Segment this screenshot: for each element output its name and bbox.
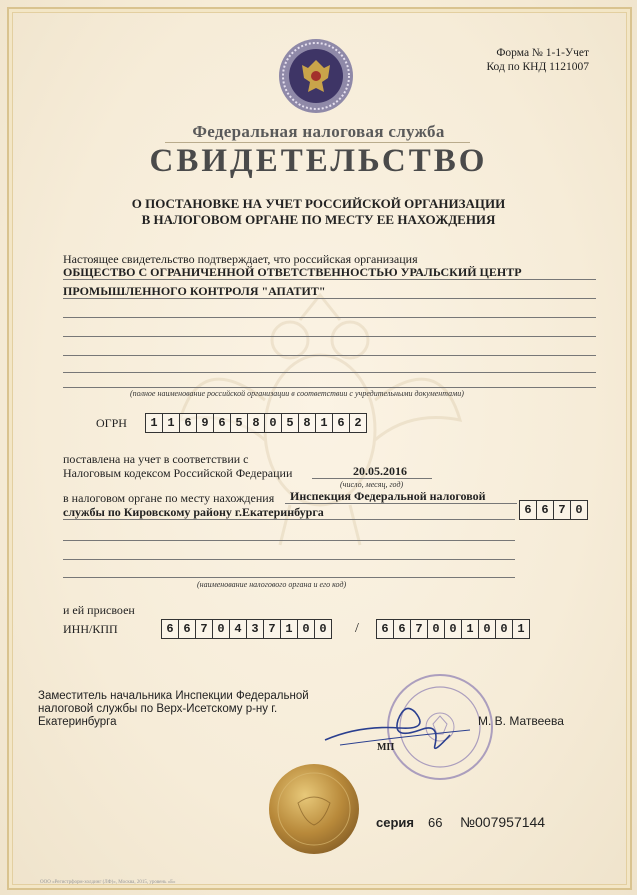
org-intro: Настоящее свидетельство подтверждает, что российская организация — [63, 252, 418, 266]
registration-line-1: поставлена на учет в соответствии с — [63, 452, 249, 466]
signatory-line: Екатеринбурга — [38, 716, 117, 728]
inn-kpp-separator: / — [355, 621, 359, 636]
ogrn-digit: 5 — [230, 413, 248, 433]
field-underline — [63, 355, 596, 356]
ogrn-digit: 6 — [213, 413, 231, 433]
ogrn-digit: 5 — [281, 413, 299, 433]
kpp-digit: 6 — [393, 619, 411, 639]
ogrn-digit: 6 — [332, 413, 350, 433]
inn-digits — [162, 619, 332, 639]
knd-code: Код по КНД 1121007 — [486, 61, 589, 73]
organ-code-digit: 7 — [553, 500, 571, 520]
field-underline — [63, 559, 515, 560]
kpp-digit: 6 — [376, 619, 394, 639]
ogrn-digit: 9 — [196, 413, 214, 433]
fns-emblem-icon — [278, 38, 354, 114]
inn-digit: 7 — [263, 619, 281, 639]
document-title: СВИДЕТЕЛЬСТВО — [149, 143, 488, 179]
mp-mark: МП — [377, 742, 395, 753]
ogrn-label: ОГРН — [96, 416, 127, 430]
signatory-line: налоговой службы по Верх-Исетскому р-ну г. — [38, 703, 278, 715]
field-underline — [63, 336, 596, 337]
org-name-line-2: ПРОМЫШЛЕННОГО КОНТРОЛЯ "АПАТИТ" — [63, 284, 326, 298]
registration-line-2: Налоговым кодексом Российской Федерации — [63, 466, 293, 480]
assigned-label: и ей присвоен — [63, 603, 135, 617]
inn-digit: 6 — [161, 619, 179, 639]
kpp-digit: 0 — [444, 619, 462, 639]
kpp-digit: 1 — [461, 619, 479, 639]
service-name: Федеральная налоговая служба — [192, 122, 445, 141]
ogrn-digit: 1 — [145, 413, 163, 433]
field-underline — [63, 279, 596, 280]
inn-digit: 4 — [229, 619, 247, 639]
field-underline — [63, 372, 596, 373]
ogrn-digit: 0 — [264, 413, 282, 433]
inn-digit: 6 — [178, 619, 196, 639]
organ-code-digit: 0 — [570, 500, 588, 520]
org-name-caption: (полное наименование российской организации в соответствии с учредительными документами) — [130, 389, 464, 398]
ogrn-digit: 6 — [179, 413, 197, 433]
signatory-line: Заместитель начальника Инспекции Федеральной — [38, 690, 309, 702]
field-underline — [63, 540, 515, 541]
inn-digit: 0 — [314, 619, 332, 639]
registration-date: 20.05.2016 — [353, 464, 407, 478]
inn-digit: 0 — [297, 619, 315, 639]
signatory-name: М. В. Матвеева — [478, 714, 564, 728]
inn-digit: 0 — [212, 619, 230, 639]
ogrn-digits — [146, 413, 367, 433]
form-number: Форма № 1-1-Учет — [496, 47, 589, 59]
series-label: серия — [376, 815, 414, 830]
tax-organ-caption: (наименование налогового органа и его код) — [197, 580, 347, 589]
ogrn-digit: 1 — [162, 413, 180, 433]
kpp-digit: 1 — [512, 619, 530, 639]
tax-organ-label: в налоговом органе по месту нахождения — [63, 491, 275, 505]
document-subtitle — [0, 196, 637, 228]
inn-digit: 3 — [246, 619, 264, 639]
tax-organ-line-2: службы по Кировскому району г.Екатеринбурга — [63, 505, 324, 519]
certificate-number: №007957144 — [460, 814, 546, 830]
kpp-digit: 0 — [427, 619, 445, 639]
ogrn-digit: 1 — [315, 413, 333, 433]
org-name-line-1: ОБЩЕСТВО С ОГРАНИЧЕННОЙ ОТВЕТСТВЕННОСТЬЮ УРАЛЬСКИЙ ЦЕНТР — [63, 265, 522, 279]
ogrn-digit: 8 — [247, 413, 265, 433]
field-underline — [63, 298, 596, 299]
form-info — [486, 46, 589, 74]
kpp-digit: 7 — [410, 619, 428, 639]
ogrn-digit: 2 — [349, 413, 367, 433]
ogrn-digit: 8 — [298, 413, 316, 433]
inn-kpp-label: ИНН/КПП — [63, 622, 118, 636]
series-value: 66 — [428, 815, 443, 830]
field-underline — [63, 387, 596, 388]
organ-code-digit: 6 — [519, 500, 537, 520]
date-underline — [312, 478, 432, 479]
field-underline — [63, 577, 515, 578]
kpp-digit: 0 — [495, 619, 513, 639]
inn-digit: 1 — [280, 619, 298, 639]
kpp-digit: 0 — [478, 619, 496, 639]
field-underline — [285, 503, 517, 504]
tax-organ-line-1: Инспекция Федеральной налоговой — [290, 489, 486, 503]
organ-code-digit: 6 — [536, 500, 554, 520]
date-caption: (число, месяц, год) — [340, 480, 404, 489]
signature-icon — [320, 700, 480, 760]
field-underline — [63, 317, 596, 318]
signatory-title — [38, 690, 309, 729]
tax-organ-code — [520, 500, 588, 520]
inn-digit: 7 — [195, 619, 213, 639]
printer-footer: ООО «Регистрформ-холдинг (ЛФ)», Москва, 2015, уровень «Б» — [40, 880, 176, 885]
hologram-seal-icon — [268, 763, 360, 855]
subtitle-line: В НАЛОГОВОМ ОРГАНЕ ПО МЕСТУ ЕЕ НАХОЖДЕНИЯ — [141, 212, 496, 227]
kpp-digits — [377, 619, 530, 639]
subtitle-line: О ПОСТАНОВКЕ НА УЧЕТ РОССИЙСКОЙ ОРГАНИЗАЦИИ — [131, 196, 506, 211]
field-underline — [63, 519, 515, 520]
